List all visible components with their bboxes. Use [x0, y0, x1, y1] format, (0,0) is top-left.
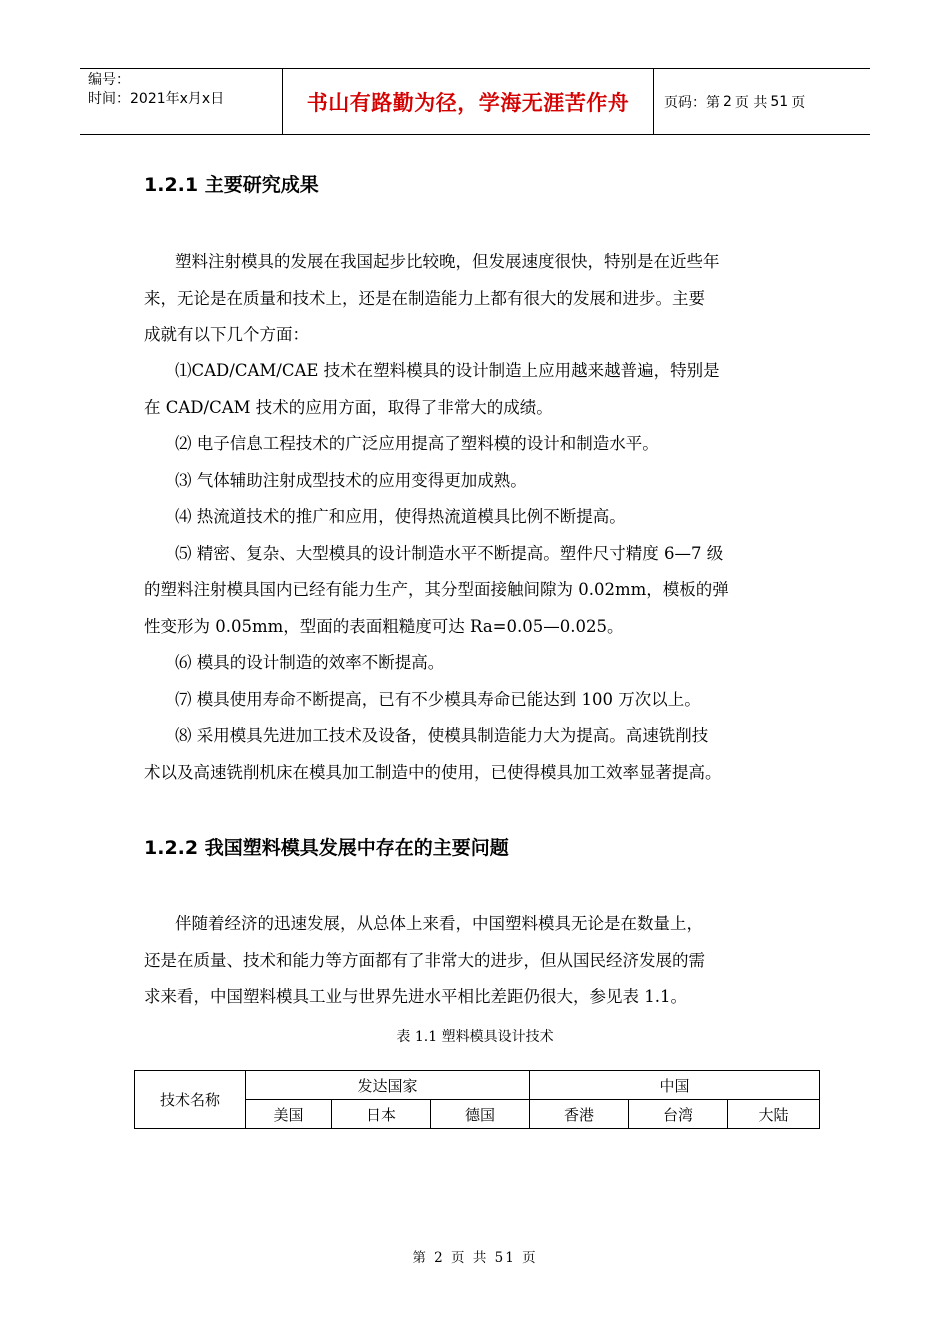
group-header-developed: 发达国家: [246, 1071, 530, 1100]
achievement-item-3: ⑶ 气体辅助注射成型技术的应用变得更加成熟。: [175, 470, 527, 490]
footer-end: 页: [522, 1250, 538, 1266]
page-mid: 页 共: [734, 94, 768, 111]
body-line: 伴随着经济的迅速发展，从总体上来看，中国塑料模具无论是在数量上，: [175, 914, 703, 933]
country-cell: 日本: [332, 1100, 431, 1129]
achievement-item-1-cont: 在 CAD/CAM 技术的应用方面，取得了非常大的成绩。: [144, 397, 553, 417]
table-caption: 表 1.1 塑料模具设计技术: [396, 1029, 554, 1045]
section-heading-1: 1.2.1 主要研究成果: [144, 174, 319, 196]
header-motto-cell: [282, 69, 654, 134]
row-header-cell: 技术名称: [135, 1071, 246, 1129]
intro-line: 塑料注射模具的发展在我国起步比较晚，但发展速度很快，特别是在近些年: [175, 252, 720, 271]
document-date: 时间：2021年x月x日: [88, 91, 225, 107]
intro-line: 成就有以下几个方面：: [144, 325, 309, 344]
footer-mid: 页 共: [451, 1250, 489, 1266]
section2-body: [144, 906, 810, 1016]
section1-intro: [144, 244, 810, 354]
body-line: 还是在质量、技术和能力等方面都有了非常大的进步，但从国民经济发展的需: [144, 950, 705, 970]
achievement-item-7: ⑺ 模具使用寿命不断提高，已有不少模具寿命已能达到 100 万次以上。: [175, 689, 701, 709]
achievement-item-4: ⑷ 热流道技术的推广和应用，使得热流道模具比例不断提高。: [175, 507, 626, 526]
country-cell: 德国: [431, 1100, 530, 1129]
country-cell: 台湾: [629, 1100, 728, 1129]
page-end: 页: [791, 94, 806, 111]
body-line: 求来看，中国塑料模具工业与世界先进水平相比差距仍很大，参见表 1.1。: [144, 987, 687, 1006]
page-header: [80, 68, 870, 135]
country-cell: 美国: [246, 1100, 332, 1129]
header-info: [80, 69, 282, 134]
group-header-china: 中国: [530, 1071, 820, 1100]
achievement-item-5-cont: 性变形为 0.05mm，型面的表面粗糙度可达 Ra=0.05—0.025。: [144, 616, 624, 636]
country-cell: 香港: [530, 1100, 629, 1129]
footer-pre: 第: [412, 1250, 428, 1266]
page-total: 51: [770, 93, 789, 110]
country-cell: 大陆: [728, 1100, 820, 1129]
table-row: [135, 1071, 820, 1100]
achievement-list: [144, 353, 810, 791]
achievement-item-2: ⑵ 电子信息工程技术的广泛应用提高了塑料模的设计和制造水平。: [175, 434, 659, 453]
achievement-item-6: ⑹ 模具的设计制造的效率不断提高。: [175, 653, 445, 672]
section-heading-2: 1.2.2 我国塑料模具发展中存在的主要问题: [144, 837, 509, 859]
header-motto: 书山有路勤为径，学海无涯苦作舟: [306, 90, 630, 115]
intro-line: 来，无论是在质量和技术上，还是在制造能力上都有很大的发展和进步。主要: [144, 288, 705, 308]
footer-page-total: 51: [494, 1250, 516, 1266]
achievement-item-8-cont: 术以及高速铣削机床在模具加工制造中的使用，已使得模具加工效率显著提高。: [144, 762, 722, 782]
achievement-item-8: ⑻ 采用模具先进加工技术及设备，使模具制造能力大为提高。高速铣削技: [175, 726, 709, 745]
page-footer: [0, 1246, 950, 1266]
document-number: 编号：: [88, 72, 130, 88]
comparison-table: [134, 1070, 820, 1129]
page-number: 2: [723, 93, 732, 110]
header-page-info: [654, 69, 870, 134]
achievement-item-5: ⑸ 精密、复杂、大型模具的设计制造水平不断提高。塑件尺寸精度 6—7 级: [175, 543, 724, 563]
achievement-item-1: ⑴CAD/CAM/CAE 技术在塑料模具的设计制造上应用越来越普遍，特别是: [175, 361, 720, 380]
page-label: 页码：第: [664, 94, 720, 111]
footer-page-number: 2: [434, 1250, 445, 1266]
achievement-item-5-cont: 的塑料注射模具国内已经有能力生产，其分型面接触间隙为 0.02mm，模板的弹: [144, 580, 729, 599]
